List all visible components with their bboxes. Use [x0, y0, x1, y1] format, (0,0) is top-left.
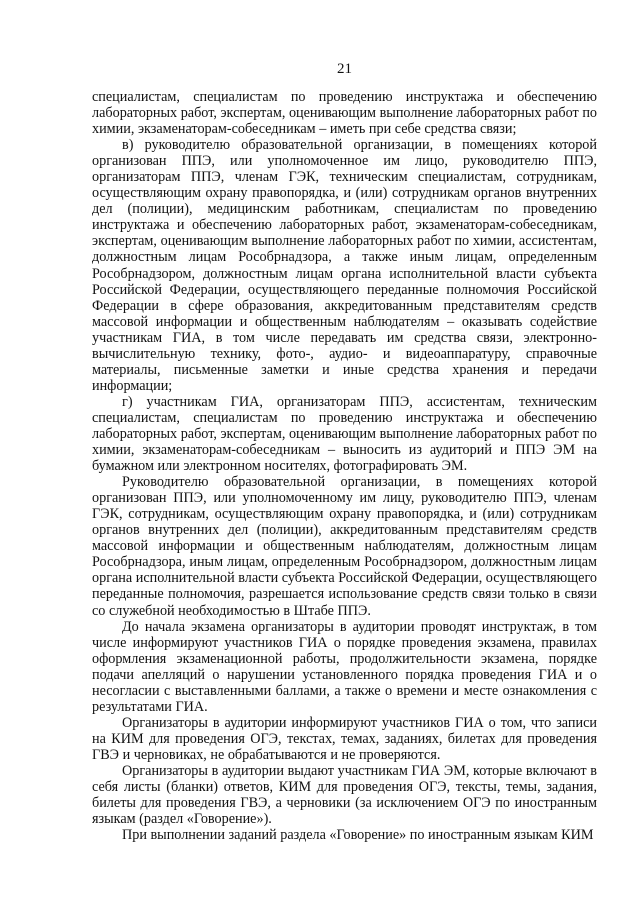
- page-number: 21: [337, 61, 352, 77]
- paragraph-drafts-notice: Организаторы в аудитории информируют участников ГИА о том, что записи на КИМ для проведения ОГЭ, текстах, темах, заданиях, билетах для проведения ГВЭ и черновиках, не обрабатываются и не проверяются.: [92, 714, 597, 763]
- paragraph-continuation: специалистам, специалистам по проведению инструктажа и обеспечению лабораторных работ, экспертам, оценивающим выполнение лабораторных работ по химии, экзаменаторам-собеседникам – иметь при себе средства связи;: [92, 89, 597, 138]
- paragraph-item-v: в) руководителю образовательной организации, в помещениях которой организован ППЭ, или уполномоченное им лицо, руководителю ППЭ, организаторам ППЭ, членам ГЭК, техническим специалистам, сотрудникам, осуществляющим охрану правопорядка, и (или) сотрудникам органов внутренних дел (полиции), медицинским работникам, специалистам по проведению инструктажа и обеспечению лабораторных работ, экзаменаторам-собеседникам, экспертам, оценивающим выполнение лабораторных работ по химии, ассистентам, должностным лицам Рособрнадзора, а также иным лицам, определенным Рособрнадзором, должностным лицам органа исполнительной власти субъекта Российской Федерации, осуществляющего переданные полномочия Российской Федерации в сфере образования, аккредитованным представителям средств массовой информации и общественным наблюдателям – оказывать содействие участникам ГИА, в том числе передавать им средства связи, электронно-вычислительную технику, фото-, аудио- и видеоаппаратуру, справочные материалы, письменные заметки и иные средства хранения и передачи информации;: [92, 137, 597, 394]
- paragraph-briefing: До начала экзамена организаторы в аудитории проводят инструктаж, в том числе информируют участников ГИА о порядке проведения экзамена, правилах оформления экзаменационной работы, продолжительности экзамена, порядке подачи апелляций о нарушении установленного порядка проведения ГИА и о несогласии с выставленными баллами, а также о времени и месте ознакомления с результатами ГИА.: [92, 618, 597, 715]
- paragraph-item-g: г) участникам ГИА, организаторам ППЭ, ассистентам, техническим специалистам, специалистам по проведению инструктажа и обеспечению лабораторных работ, экспертам, оценивающим выполнение лабораторных работ по химии, экзаменаторам-собеседникам – выносить из аудиторий и ППЭ ЭМ на бумажном или электронном носителях, фотографировать ЭМ.: [92, 393, 597, 475]
- paragraph-materials-issue: Организаторы в аудитории выдают участникам ГИА ЭМ, которые включают в себя листы (бланки) ответов, КИМ для проведения ОГЭ, тексты, темы, задания, билеты для проведения ГВЭ, а черновики (за исключением ОГЭ по иностранным языкам (раздел «Говорение»).: [92, 762, 597, 828]
- document-body: [92, 89, 597, 843]
- paragraph-speaking-section: При выполнении заданий раздела «Говорение» по иностранным языкам КИМ: [122, 827, 594, 844]
- paragraph-communication-permission: Руководителю образовательной организации, в помещениях которой организован ППЭ, или уполномоченному им лицу, руководителю ППЭ, членам ГЭК, сотрудникам, осуществляющим охрану правопорядка, и (или) сотрудникам органов внутренних дел (полиции), аккредитованным представителям средств массовой информации и общественным наблюдателям, должностным лицам Рособрнадзора, иным лицам, определенным Рособрнадзором, должностным лицам органа исполнительной власти субъекта Российской Федерации, осуществляющего переданные полномочия, разрешается использование средств связи только в связи со служебной необходимостью в Штабе ППЭ.: [92, 474, 598, 619]
